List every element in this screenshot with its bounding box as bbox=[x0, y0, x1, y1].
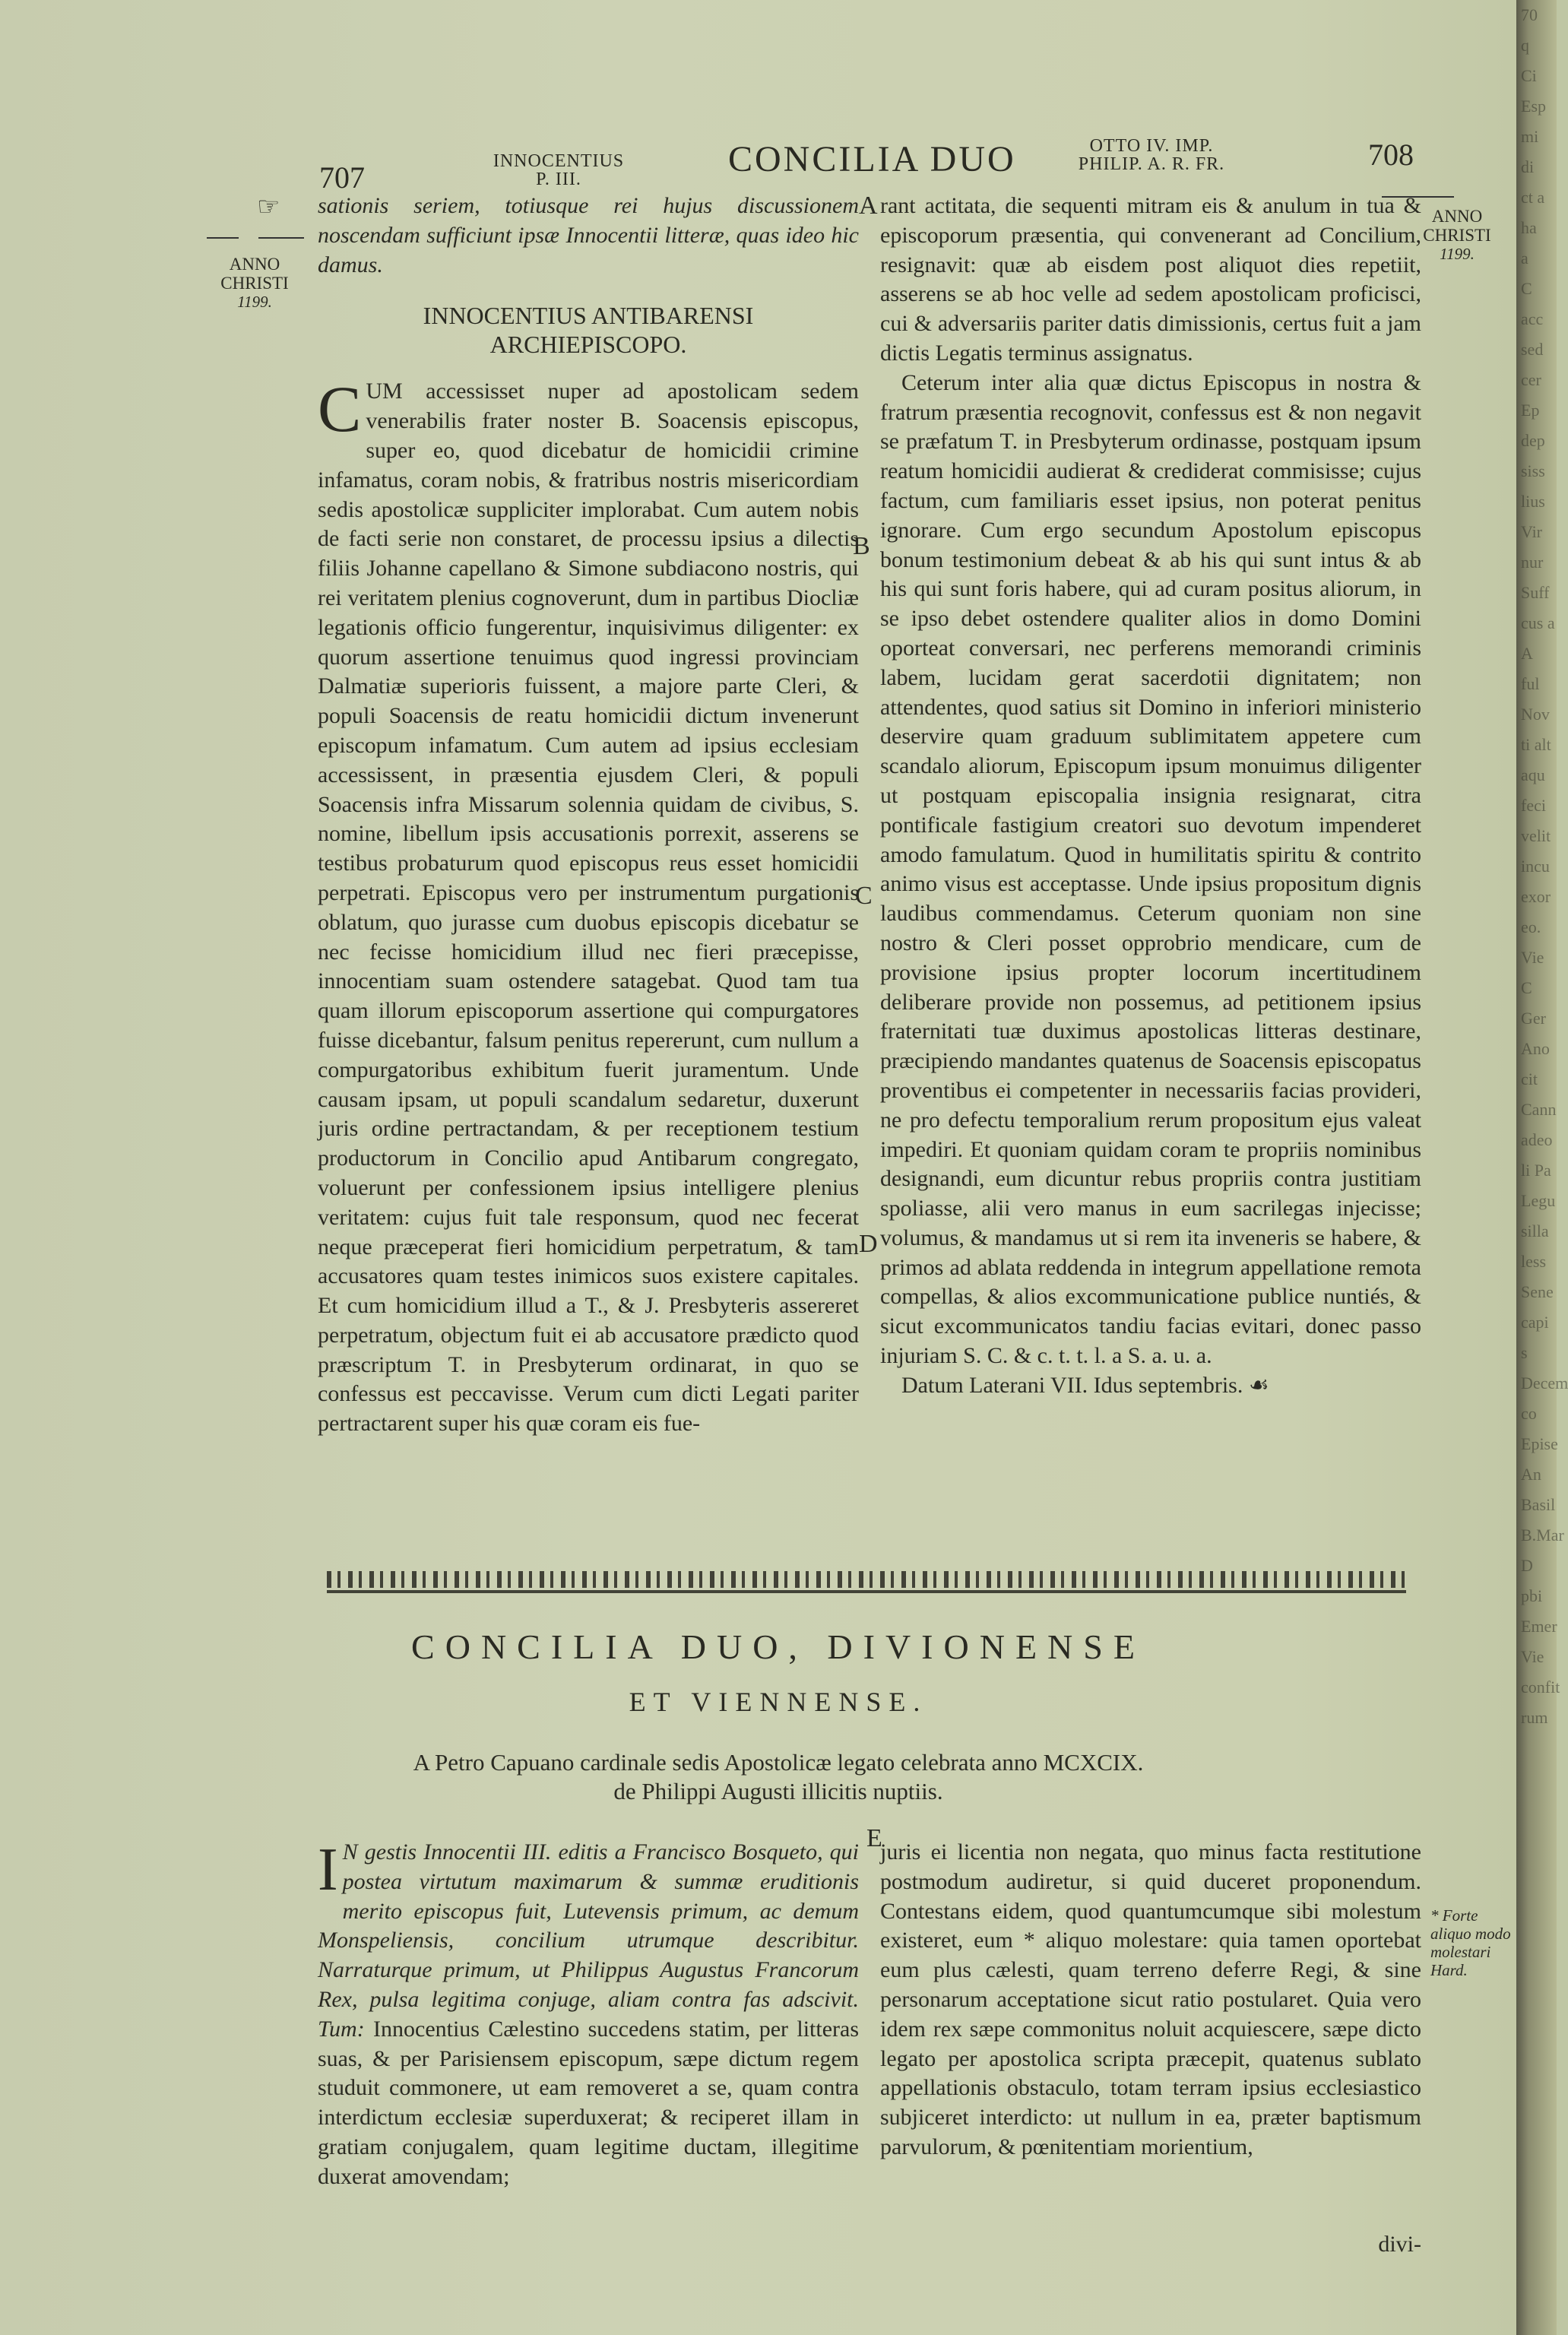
upper-left-column bbox=[318, 192, 859, 1552]
dropcap-i: I bbox=[318, 1836, 338, 1903]
running-title: CONCILIA DUO bbox=[728, 139, 1016, 179]
lower-body-right: juris ei licentia non negata, quo minus facta restitutione postmodum audiretur, si quid duceret proponendum. Contestans eidem, quod quantumcumque sibi molestum existeret, eum * aliquo molestare: quia tamen oportebat eum plus cælesti, quam terreno deferre Regi, & sine personarum acceptatione sicut ratio postularet. Quia vero idem rex sæpe commonitus noluit acquiescere, sæpe dicto legato per apostolica scripta præcepit, quatenus sublato appellationis obstaculo, totam terram ipsius ecclesiastico subjiceret interdicto: ut nullum in ea, præter baptismum parvulorum, & pœnitentiam morientium, bbox=[880, 1839, 1421, 2159]
datum-text: Datum Laterani VII. Idus septembris. bbox=[901, 1372, 1243, 1398]
section-letter-a: A bbox=[859, 192, 878, 220]
facing-page-bleed: 70 q Ci Esp mi di ct a ha a C acc sed cer Ep dep siss lius Vir nur Suff cus a A ful Nov ti alt aqu feci velit incu exor eo. Vie C Ger Ano cit Cann adeo li Pa Legu silla less Sene capi s Decem co Epise An Basil B.Mar D pbi Emer Vie confit rum bbox=[1521, 5, 1568, 1727]
lower-body-left-italic: N gestis Innocentii III. editis a Francisco Bosqueto, qui postea virtutum maximarum & summæ eruditionis merito episcopus fuit, Lutevensis primum, ac demum Monspeliensis, concilium utrumque describitur. Narraturque primum, ut Philippus Augustus Francorum Rex, pulsa legitima conjuge, aliam contra fas adscivit. Tum: bbox=[318, 1839, 859, 2042]
margin-christi-right: CHRISTI bbox=[1423, 226, 1491, 245]
letter-heading-line2: ARCHIEPISCOPO. bbox=[489, 331, 687, 359]
running-head-left-line1: INNOCENTIUS bbox=[493, 151, 625, 171]
margin-christi-left: CHRISTI bbox=[220, 274, 289, 293]
letter-body-left bbox=[318, 372, 859, 1439]
dropcap-c: C bbox=[318, 372, 362, 446]
section-letter-b: B bbox=[853, 532, 870, 560]
lower-body-left bbox=[318, 1838, 859, 2192]
lower-left-column bbox=[318, 1838, 859, 2218]
margin-anno-right: ANNO bbox=[1431, 207, 1483, 226]
running-head-left bbox=[483, 152, 635, 189]
margin-rule-left-2 bbox=[258, 237, 304, 239]
council-subtitle-line2: de Philippi Augusti illicitis nuptiis. bbox=[613, 1778, 943, 1804]
letter-body-left-text: UM accessisset nuper ad apostolicam sedem venerabilis frater noster B. Soacensis episcopus, super eo, quod dicebatur de homicidii crimine infamatus, coram nobis, & fratribus nostris misericordiam sedis apostolicæ suppliciter implorabat. Cum autem nobis de facti serie non constaret, de processu ipsius a dilectis filiis Johanne capellano & Simone subdiacono nostris, qui rei veritatem plenius cognoverunt, dum in partibus Diocliæ legationis officio fungerentur, inquisivimus diligenter: ex quorum assertione tenuimus quod ingressi provinciam Dalmatiæ superioris fuissent, a majore parte Cleri, & populi Soacensis de reatu homicidii dictum invenerunt episcopum infamatum. Cum autem ad ipsius ecclesiam accessissent, in præsentia ejusdem Cleri, & populi Soacensis infra Missarum solennia quidam de civibus, S. nomine, libellum ipsis accusationis porrexit, asserens se testibus probaturum quod episcopus reus esset homicidii perpetrati. Episcopus vero per instrumentum purgationis oblatum, quo jurasse cum duobus episcopis dicebatur se nec fecisse homicidium illud nec fieri præcepisse, innocentiam suam ostendere satagebat. Quod tam tua quam illorum episcoporum assertione qui compurgatores fuisse dicebantur, falsum penitus repererunt, cum nullum a compurgatoribus exhibitum fuerit juramentum. Unde causam ipsam, ut populi scandalum sedaretur, duxerunt juris ordine pertractandam, & per receptionem testium productorum in Concilio apud Antibarum congregato, voluerunt per confessionem ipsius intelligere plenius veritatem: cujus fuit tale responsum, quod nec fecerat neque præceperat fieri homicidium perpetratum, & tam accusatores quam testes inimicos suos existere capitales. Et cum homicidium illud a T., & J. Presbyteris assereret perpetratum, objectum fuit ei ab accusatore prædicto quod præscriptum T. in Presbyterum ordinarat, in quo se confessus est peccavisse. Verum cum dicti Legati pariter pertractarent super his quæ coram eis fue- bbox=[318, 379, 859, 1437]
intro-text: sationis seriem, totiusque rei hujus discussionem noscendam sufficiunt ipsæ Innocentii litteræ, quas ideo hic damus. bbox=[318, 193, 859, 277]
binding-gutter bbox=[1516, 0, 1568, 2335]
council-title: CONCILIA DUO, DIVIONENSE bbox=[411, 1627, 1145, 1666]
end-ornament-icon: ☙ bbox=[1248, 1372, 1269, 1398]
running-head-right bbox=[1064, 137, 1239, 173]
council-subtitle bbox=[0, 1748, 1557, 1806]
margin-note-left bbox=[205, 255, 304, 312]
lower-right-column bbox=[880, 1838, 1421, 2218]
section-letter-e: E bbox=[866, 1824, 882, 1852]
section-letter-c: C bbox=[855, 882, 873, 910]
pointing-hand-icon: ☞ bbox=[257, 192, 280, 222]
catchword: divi- bbox=[1378, 2232, 1421, 2257]
letter-heading-line1: INNOCENTIUS ANTIBARENSI bbox=[423, 302, 754, 330]
page-number-right: 708 bbox=[1368, 138, 1414, 172]
margin-year-left: 1199. bbox=[237, 293, 272, 311]
running-head-right-line1: OTTO IV. IMP. bbox=[1089, 136, 1214, 156]
council-title-2: ET VIENNENSE. bbox=[629, 1687, 928, 1717]
section-letter-d: D bbox=[859, 1230, 878, 1258]
margin-note-right bbox=[1415, 207, 1499, 264]
upper-right-column bbox=[880, 192, 1421, 1552]
letter-body-right-2: Ceterum inter alia quæ dictus Episcopus in nostra & fratrum præsentia recognovit, confessus est & non negavit se præfatum T. in Presbyterum ordinasse, postquam ipsum reatum homicidii audierat & crediderat commisisse; cujus factum, cum familiaris esset ipsius, non poterat penitus ignorare. Cum ergo secundum Apostolum episcopus bonum testimonium debeat & ab his qui sunt intus & ab his qui sunt foris habere, qui ad curam positus aliorum, in se ipso debet ostendere qualiter alios in domo Domini oporteat conversari, nec perferens memorandi criminis labem, lucidam gerat sacerdotii dignitatem; non attendentes, quod satius sit Domino in inferiori ministerio deservire quam graduum sublimitatem appetere cum scandalo aliorum, Episcopum ipsum monuimus diligenter ut postquam episcopalia insignia resignarat, citra pontificale fastigium creatori suo devotum impenderet amodo famulatum. Quod in humilitatis spiritu & contrito animo visus est acceptasse. Unde ipsius propositum dignis laudibus commendamus. Ceterum quoniam non sine nostro & Cleri posset opprobrio mendicare, cum de provisione ipsius propter locorum incertitudinem deliberare provide non possemus, ad petitionem ipsius fraternitati tuæ duximus apostolicas litteras destinare, præcipiendo mandantes quatenus de Soacensis episcopatus proventibus ei competenter in necessariis facias provideri, ne pro defectu temporalium rerum propositum ejus valeat impediri. Et quoniam quidam coram te propriis nominibus designandi, eum dicuntur rebus propriis contra justitiam spoliasse, alii vero manus in eum sacrilegas injecisse; volumus, & mandamus ut si rem ita inveneris se habere, & primos ad ablata reddenda in integrum appellatione remota compellas, & alios excommunicatione publice nuntiés, & sicut excommunicatos tandiu facias evitari, donec passo injuriam S. C. & c. t. t. l. a S. a. u. a. bbox=[880, 369, 1421, 1369]
margin-rule-left bbox=[207, 237, 239, 239]
running-head-right-line2: PHILIP. A. R. FR. bbox=[1078, 154, 1225, 174]
running-head-left-line2: P. III. bbox=[536, 170, 581, 189]
letter-body-right-1: rant actitata, die sequenti mitram eis & anulum in tua & episcoporum præsentia, qui convenerant ad Concilium, resignavit: quæ ab eisdem post aliquot dies repetiit, asserens se ab hoc velle ad sedem apostolicam proficisci, cui & adversariis pariter datis dimissionis, certus fuit a jam dictis Legatis terminus assignatus. bbox=[880, 193, 1421, 366]
margin-footnote: * Forte aliquo modo molestari Hard. bbox=[1430, 1906, 1511, 1979]
letter-date-line bbox=[880, 1371, 1421, 1401]
margin-year-right: 1199. bbox=[1440, 245, 1475, 263]
page-number-left: 707 bbox=[319, 160, 365, 195]
ornamental-band bbox=[327, 1566, 1406, 1593]
margin-anno-left: ANNO bbox=[229, 255, 280, 274]
lower-body-left-roman: Innocentius Cælestino succedens statim, per litteras suas, & per Parisiensem episcopum, sæpe dictum regem studuit commonere, ut eam removeret a se, quam contra interdictum ecclesiæ superduxerat; & reciperet illam in gratiam conjugalem, quam legitime ductam, illegitime duxerat amovendam; bbox=[318, 2016, 859, 2189]
council-subtitle-line1: A Petro Capuano cardinale sedis Apostolicæ legato celebrata anno MCXCIX. bbox=[413, 1749, 1144, 1776]
letter-heading bbox=[318, 301, 859, 359]
